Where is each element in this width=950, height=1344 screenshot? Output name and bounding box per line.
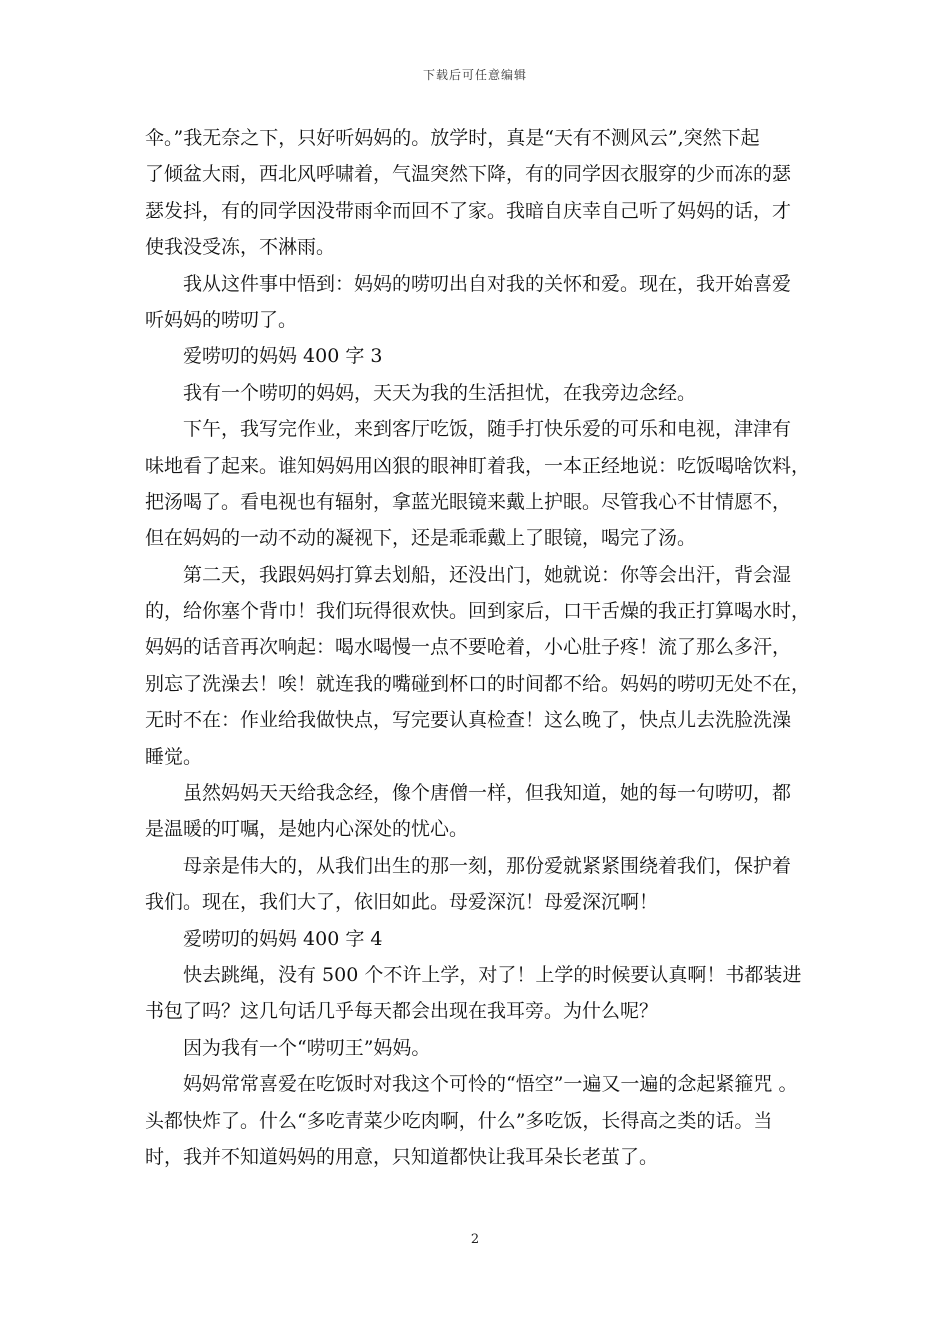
text-line-14: 的，给你塞个背巾！我们玩得很欢快。回到家后，口干舌燥的我正打算喝水时， <box>145 600 811 623</box>
text-line-26: 因为我有一个“唠叨王”妈妈。 <box>183 1036 431 1059</box>
text-line-15: 妈妈的话音再次响起：喝水喝慢一点不要呛着，小心肚子疼！流了那么多汗， <box>145 636 792 659</box>
text-line-25: 书包了吗？这几句话几乎每天都会出现在我耳旁。为什么呢？ <box>145 1000 659 1023</box>
text-line-11: 把汤喝了。看电视也有辐射，拿蓝光眼镜来戴上护眼。尽管我心不甘情愿不， <box>145 490 792 513</box>
text-line-10: 味地看了起来。谁知妈妈用凶狠的眼神盯着我，一本正经地说：吃饭喝啥饮料， <box>145 454 811 477</box>
page-header: 下载后可任意编辑 <box>422 68 527 82</box>
section-heading-3: 爱唠叨的妈妈 400 字 3 <box>183 345 383 368</box>
page-number: 2 <box>470 1232 480 1247</box>
text-line-28: 头都快炸了。什么“多吃青菜少吃肉啊，什么”多吃饭，长得高之类的话。当 <box>145 1109 773 1132</box>
text-line-9: 下午，我写完作业，来到客厅吃饭，随手打快乐爱的可乐和电视，津津有 <box>183 418 792 441</box>
text-line-5: 我从这件事中悟到：妈妈的唠叨出自对我的关怀和爱。现在，我开始喜爱 <box>183 272 792 295</box>
text-line-24: 快去跳绳，没有 500 个不许上学，对了！上学的时候要认真啊！书都装进 <box>183 963 802 986</box>
text-line-2: 了倾盆大雨，西北风呼啸着，气温突然下降，有的同学因衣服穿的少而冻的瑟 <box>145 163 792 186</box>
section-heading-4: 爱唠叨的妈妈 400 字 4 <box>183 927 383 950</box>
text-line-21: 母亲是伟大的，从我们出生的那一刻，那份爱就紧紧围绕着我们，保护着 <box>183 854 792 877</box>
text-line-19: 虽然妈妈天天给我念经，像个唐僧一样，但我知道，她的每一句唠叨，都 <box>183 782 792 805</box>
text-line-18: 睡觉。 <box>145 745 203 768</box>
text-line-17: 无时不在：作业给我做快点，写完要认真检查！这么晚了，快点儿去洗脸洗澡 <box>145 709 792 732</box>
text-line-27: 妈妈常常喜爱在吃饭时对我这个可怜的“悟空”一遍又一遍的念起紧箍咒 。 <box>183 1073 798 1096</box>
document-body <box>145 120 810 1175</box>
text-line-1: 伞。”我无奈之下，只好听妈妈的。放学时，真是“天有不测风云”,突然下起 <box>145 127 760 149</box>
text-line-13: 第二天，我跟妈妈打算去划船，还没出门，她就说：你等会出汗，背会湿 <box>183 563 792 586</box>
text-line-22: 我们。现在，我们大了，依旧如此。母爱深沉！母爱深沉啊！ <box>145 891 659 914</box>
text-line-3: 瑟发抖，有的同学因没带雨伞而回不了家。我暗自庆幸自己听了妈妈的话，才 <box>145 199 792 222</box>
text-line-16: 别忘了洗澡去！唉！就连我的嘴碰到杯口的时间都不给。妈妈的唠叨无处不在， <box>145 672 811 695</box>
text-line-12: 但在妈妈的一动不动的凝视下，还是乖乖戴上了眼镜，喝完了汤。 <box>145 527 697 550</box>
text-line-29: 时，我并不知道妈妈的用意，只知道都快让我耳朵长老茧了。 <box>145 1145 659 1168</box>
text-line-8: 我有一个唠叨的妈妈，天天为我的生活担忧，在我旁边念经。 <box>183 381 697 404</box>
text-line-20: 是温暖的叮嘱，是她内心深处的忧心。 <box>145 818 469 841</box>
text-line-4: 使我没受冻，不淋雨。 <box>145 236 336 259</box>
text-line-6: 听妈妈的唠叨了。 <box>145 308 298 331</box>
